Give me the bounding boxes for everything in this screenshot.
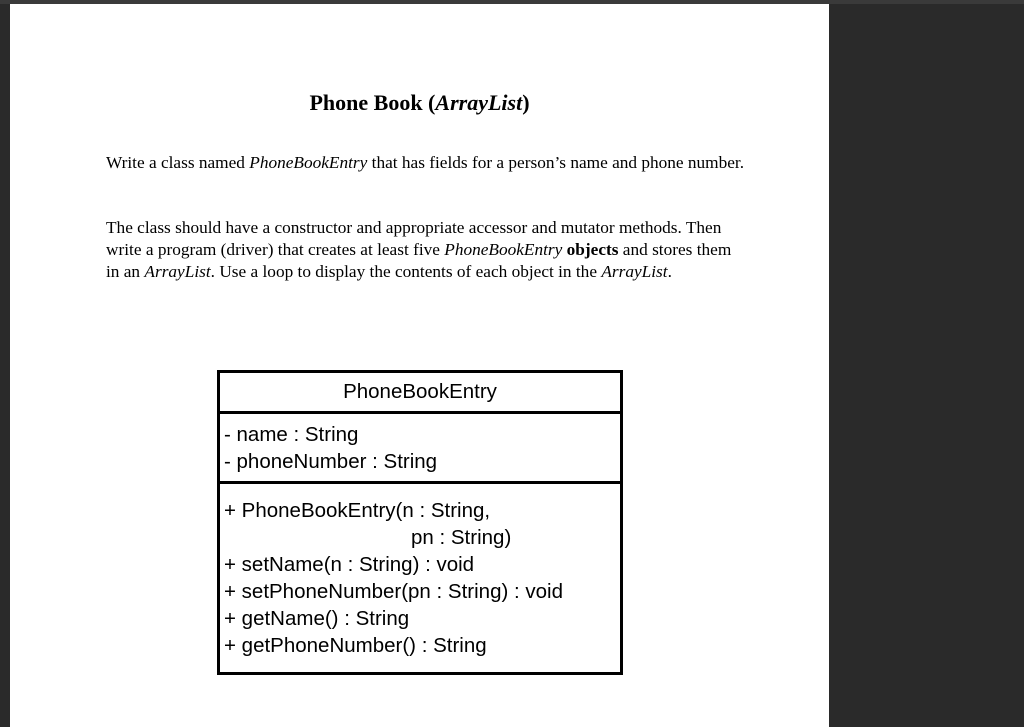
uml-methods-section [220, 484, 620, 659]
title-text: Phone Book ( [309, 90, 436, 115]
paragraph-instructions [106, 217, 746, 283]
class-name-italic: PhoneBookEntry [444, 240, 563, 259]
uml-method: + setName(n : String) : void [224, 553, 475, 576]
uml-class-name: PhoneBookEntry [220, 373, 620, 414]
class-name-italic: PhoneBookEntry [249, 153, 368, 172]
title-close: ) [522, 90, 530, 115]
title-italic: ArrayList [435, 90, 523, 115]
uml-method-constructor-continued: pn : String) [411, 526, 512, 549]
uml-method: + getName() : String [224, 607, 410, 630]
uml-method: + getPhoneNumber() : String [224, 634, 487, 657]
paragraph-text: that has fields for a person’s name and phone number. [367, 153, 745, 172]
uml-method: + setPhoneNumber(pn : String) : void [224, 580, 563, 603]
uml-class-diagram [217, 370, 623, 675]
objects-bold: objects [566, 240, 619, 259]
document-page [10, 4, 829, 727]
paragraph-text: Write a class named [106, 153, 250, 172]
page-title [10, 90, 829, 116]
paragraph-text: and stores them in an [106, 240, 732, 281]
uml-fields-section [220, 414, 620, 484]
paragraph-text: The class should have a constructor and appropriate accessor and mutator methods. Then write a program (driver) that creates at least five [106, 218, 722, 259]
uml-method-constructor: + PhoneBookEntry(n : String, [224, 499, 491, 522]
uml-field: - name : String [224, 423, 359, 446]
arraylist-italic: ArrayList [601, 262, 668, 281]
paragraph-text: . Use a loop to display the contents of each object in the [210, 262, 602, 281]
uml-field: - phoneNumber : String [224, 450, 438, 473]
paragraph-text: . [667, 262, 672, 281]
arraylist-italic: ArrayList [144, 262, 211, 281]
paragraph-intro [106, 152, 746, 174]
